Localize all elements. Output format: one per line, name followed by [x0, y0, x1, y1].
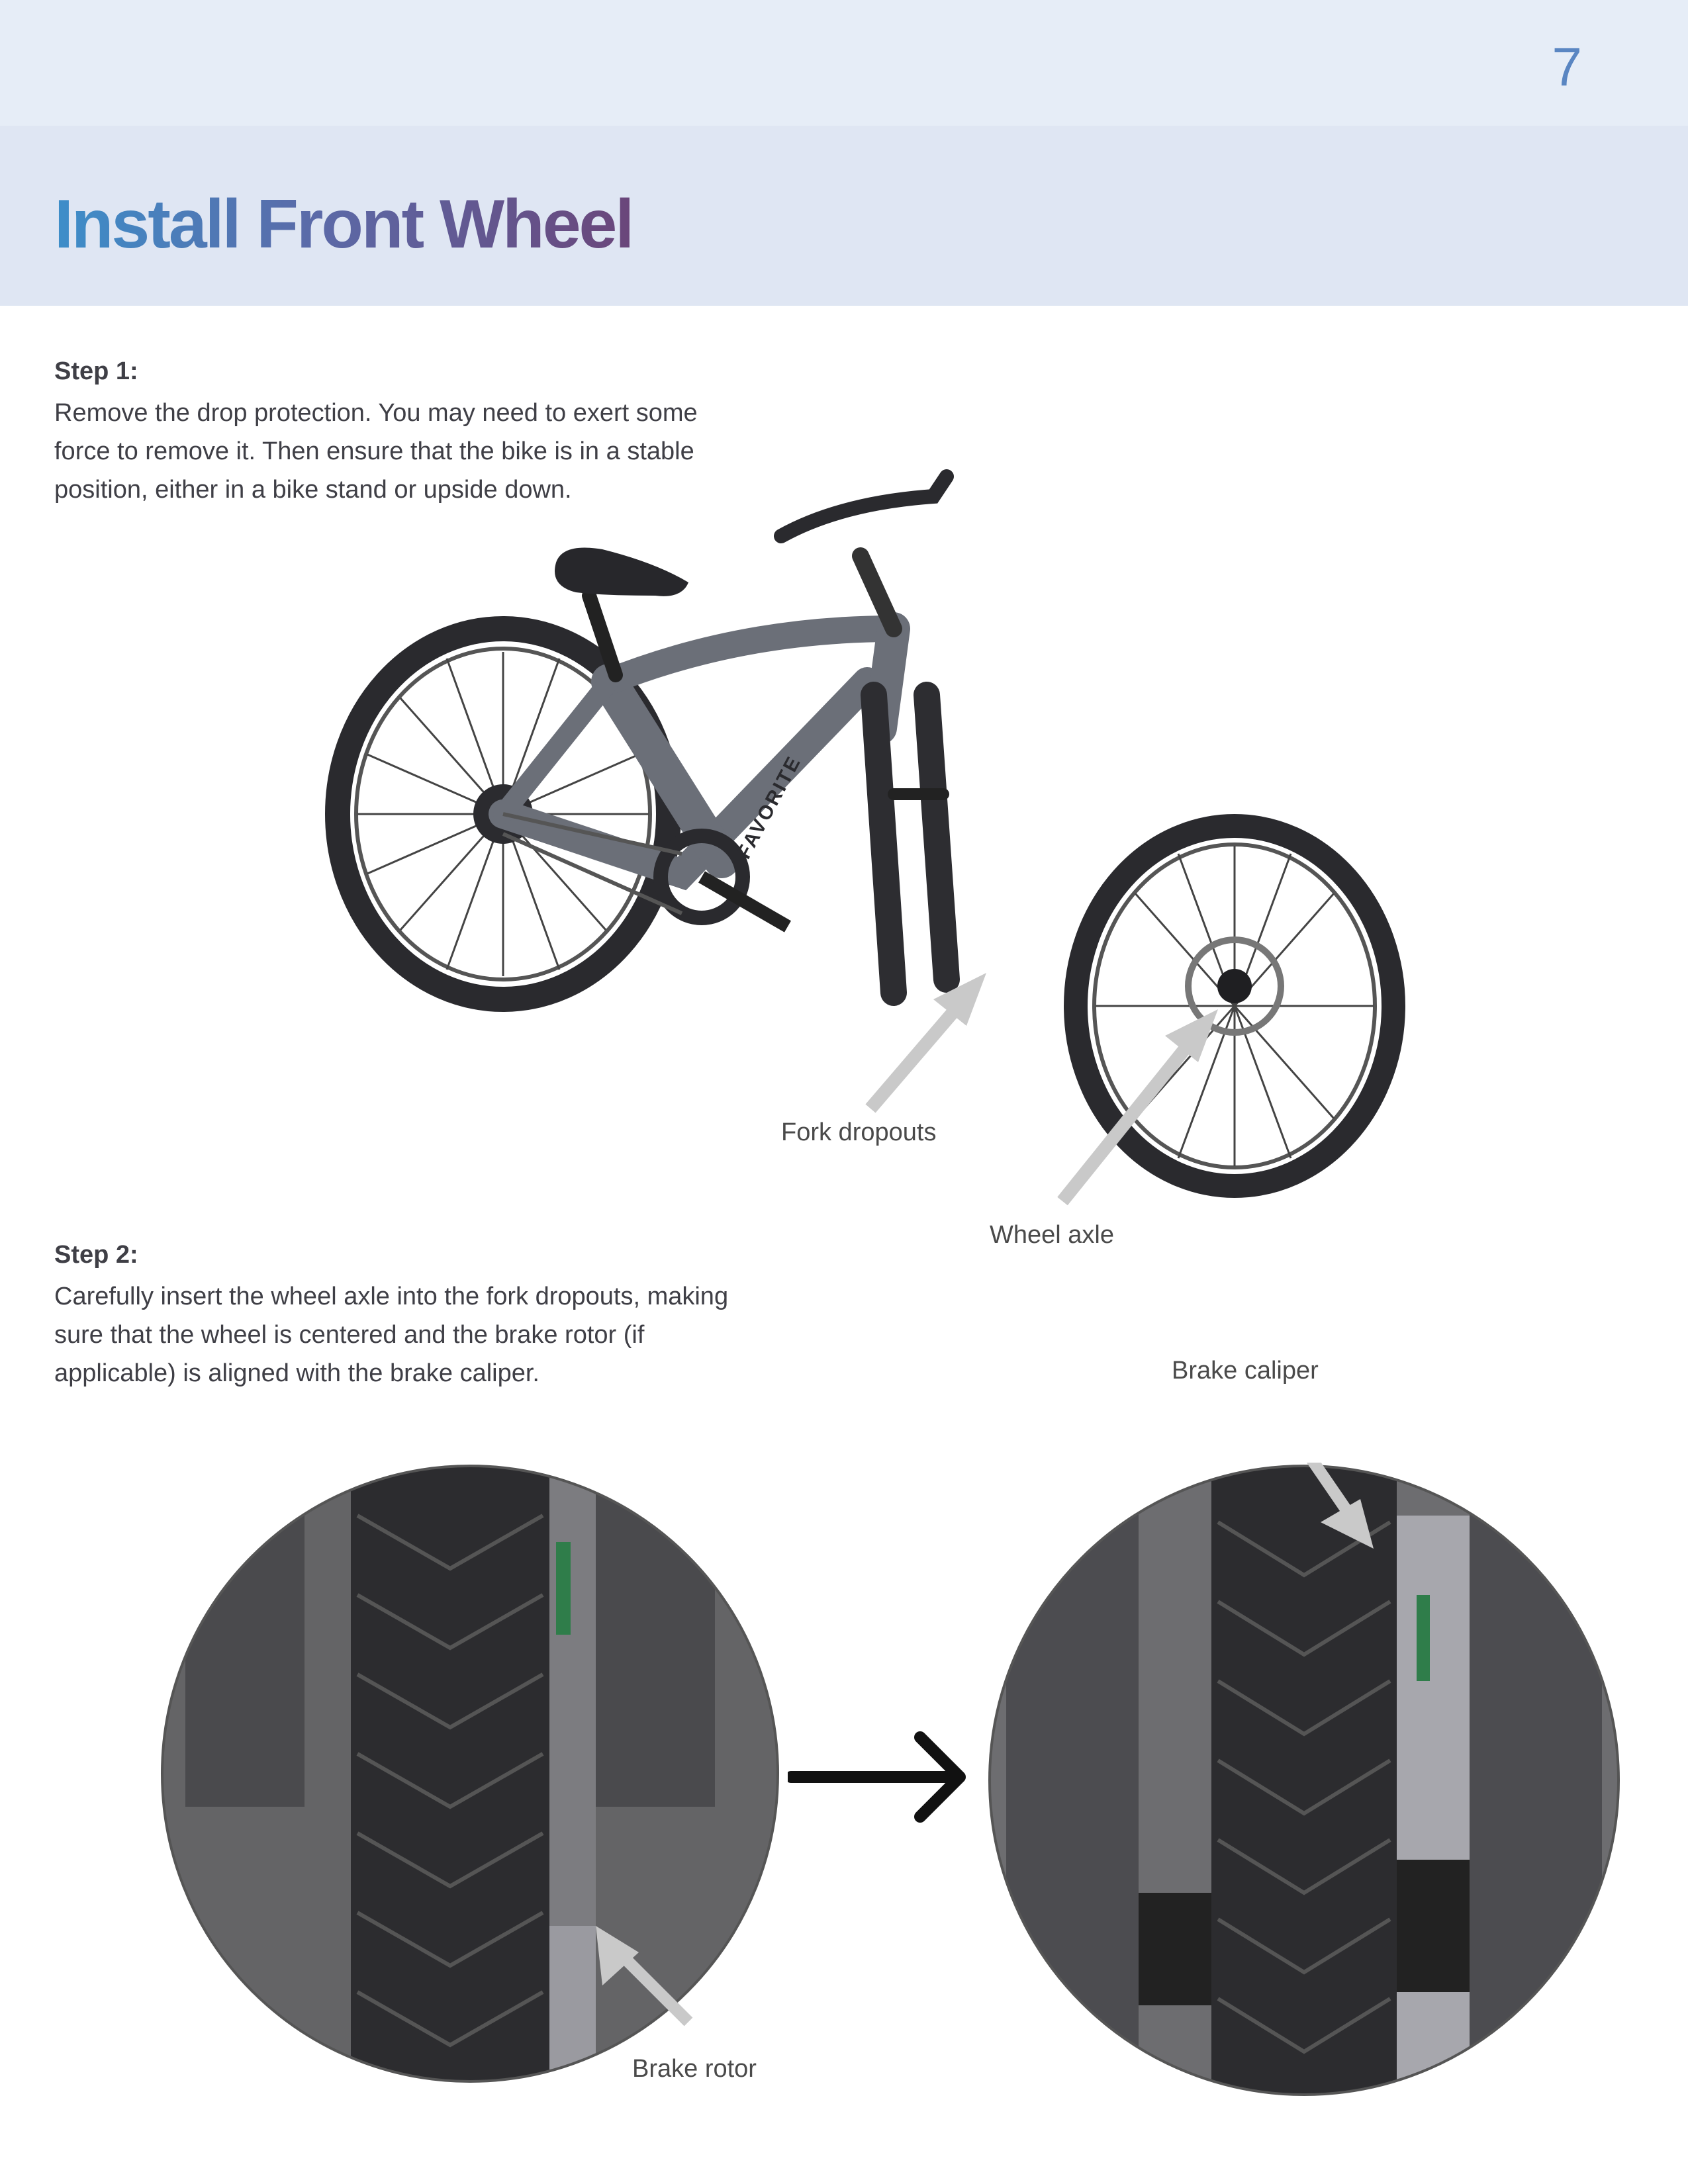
transition-arrow — [788, 1727, 980, 1827]
detail-after-insertion-illustration — [980, 1463, 1628, 2098]
brake-rotor — [549, 1926, 596, 2085]
brake-caliper-label: Brake caliper — [1172, 1357, 1319, 1385]
wheel-hub — [1397, 1860, 1470, 1992]
fork-dropouts-label: Fork dropouts — [781, 1118, 937, 1146]
right-fork-leg — [1470, 1463, 1602, 2098]
header-top-band — [0, 0, 1688, 126]
wheel-axle-label: Wheel axle — [990, 1221, 1114, 1249]
left-fork-leg — [185, 1463, 305, 1807]
bike-without-front-wheel-illustration — [311, 463, 1436, 1218]
bike-brand-decal: FAVORITE — [733, 752, 806, 863]
detail-before-insertion-illustration — [159, 1463, 781, 2085]
page-number: 7 — [1552, 37, 1582, 97]
step-2-text: Carefully insert the wheel axle into the fork dropouts, making sure that the wheel is centered and the brake rotor (if applicable) is aligned with the brake caliper. — [54, 1283, 729, 1387]
right-fork-leg — [596, 1463, 715, 1807]
brake-rotor-label: Brake rotor — [632, 2055, 757, 2083]
step-2-heading: Step 2: — [54, 1241, 138, 1269]
step-1-text: Remove the drop protection. You may need to exert some force to remove it. Then ensure that the bike is in a stable position, either in a bike stand or upside down. — [54, 399, 698, 504]
tire-tread — [351, 1463, 549, 2085]
page-title: Install Front Wheel — [54, 186, 633, 263]
tire-tread — [1211, 1463, 1397, 2098]
saddle — [555, 548, 688, 596]
step-1-heading: Step 1: — [54, 357, 138, 385]
left-fork-leg — [1006, 1463, 1139, 2098]
